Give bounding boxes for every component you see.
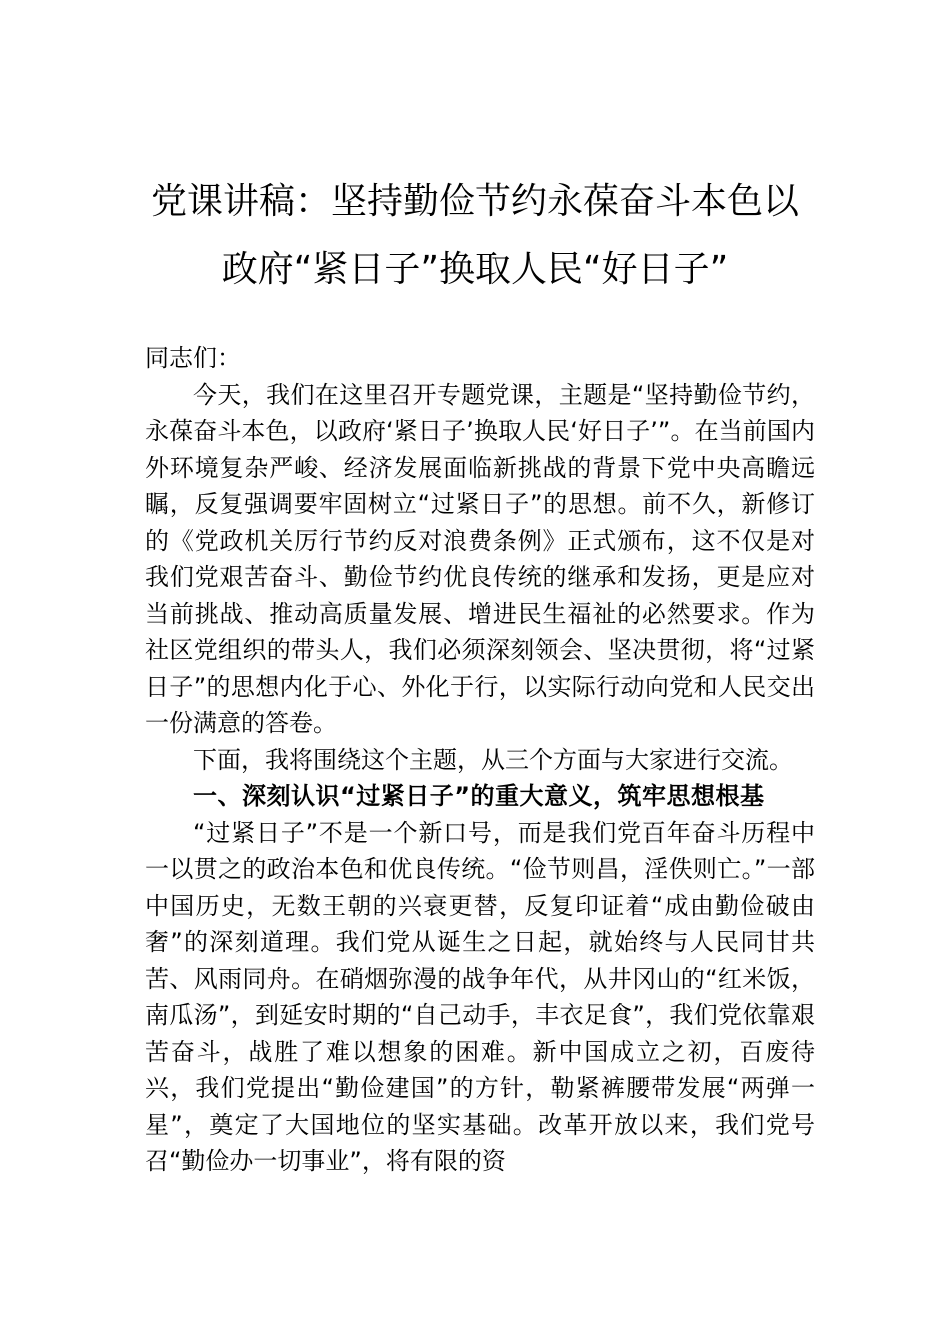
section-1-paragraph: “过紧日子”不是一个新口号，而是我们党百年奋斗历程中一以贯之的政治本色和优良传统。“俭节则昌，淫佚则亡。”一部中国历史，无数王朝的兴衰更替，反复印证着“成由勤俭破由奢”的深刻道理。我们党从诞生之日起，就始终与人民同甘共苦、风雨同舟。在硝烟弥漫的战争年代，从井冈山的“红米饭，南瓜汤”，到延安时期的“自己动手，丰衣足食”，我们党依靠艰苦奋斗，战胜了难以想象的困难。新中国成立之初，百废待兴，我们党提出“勤俭建国”的方针，勒紧裤腰带发展“两弹一星”，奠定了大国地位的坚实基础。改革开放以来，我们党号召“勤俭办一切事业”，将有限的资 [145, 818, 815, 1175]
paragraph-outline: 下面，我将围绕这个主题，从三个方面与大家进行交流。 [193, 745, 793, 774]
salutation: 同志们： [145, 344, 241, 372]
paragraph-intro: 今天，我们在这里召开专题党课，主题是“坚持勤俭节约，永葆奋斗本色，以政府‘紧日子’换取人民‘好日子’”。在当前国内外环境复杂严峻、经济发展面临新挑战的背景下党中央高瞻远瞩，反复强调要牢固树立“过紧日子”的思想。前不久，新修订的《党政机关厉行节约反对浪费条例》正式颁布，这不仅是对我们党艰苦奋斗、勤俭节约优良传统的继承和发扬，更是应对当前挑战、推动高质量发展、增进民生福祉的必然要求。作为社区党组织的带头人，我们必须深刻领会、坚决贯彻，将“过紧日子”的思想内化于心、外化于行，以实际行动向党和人民交出一份满意的答卷。 [145, 380, 815, 737]
document-body [145, 340, 815, 1180]
section-heading-1: 一、深刻认识“过紧日子”的重大意义，筑牢思想根基 [193, 782, 765, 810]
document-title-line-2: 政府“紧日子”换取人民“好日子” [221, 249, 729, 290]
document-title-line-1: 党课讲稿：坚持勤俭节约永葆奋斗本色以 [150, 181, 799, 222]
